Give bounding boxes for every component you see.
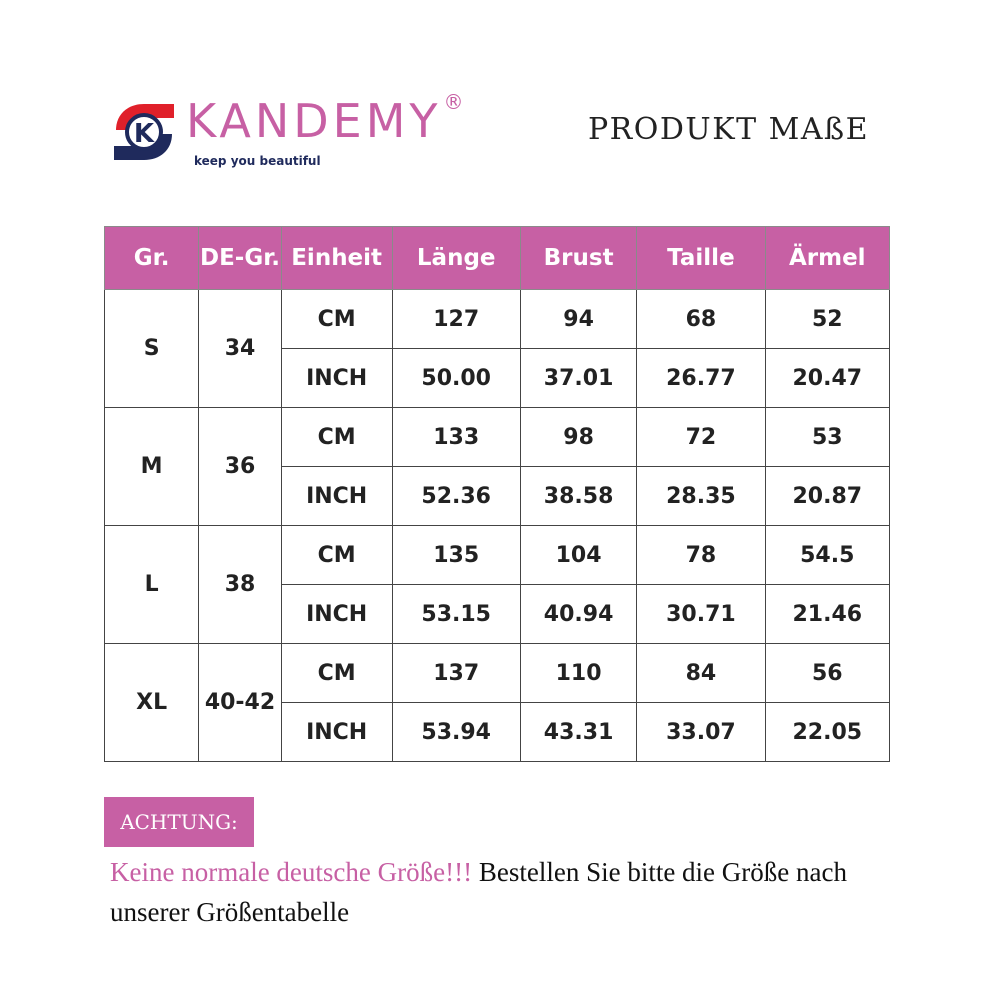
measurement-cell: 43.31 <box>520 703 636 762</box>
size-cell: S <box>105 290 199 408</box>
notice-label: ACHTUNG: <box>104 797 254 847</box>
size-chart-table <box>104 226 890 762</box>
measurement-cell: 53.15 <box>392 585 520 644</box>
header-cell: DE-Gr. <box>199 227 282 290</box>
header-cell: Länge <box>392 227 520 290</box>
table-row <box>105 644 890 703</box>
table-header-row <box>105 227 890 290</box>
measurement-cell: 52.36 <box>392 467 520 526</box>
notice-text <box>110 852 930 932</box>
table-body <box>105 290 890 762</box>
measurement-cell: 38.58 <box>520 467 636 526</box>
measurement-cell: 84 <box>637 644 765 703</box>
unit-cell: CM <box>281 644 392 703</box>
measurement-cell: 22.05 <box>765 703 889 762</box>
de-size-cell: 38 <box>199 526 282 644</box>
brand-name-text: KANDEMY <box>186 94 442 148</box>
unit-cell: INCH <box>281 349 392 408</box>
unit-cell: CM <box>281 526 392 585</box>
unit-cell: INCH <box>281 585 392 644</box>
measurement-cell: 28.35 <box>637 467 765 526</box>
size-cell: XL <box>105 644 199 762</box>
measurement-cell: 37.01 <box>520 349 636 408</box>
de-size-cell: 40-42 <box>199 644 282 762</box>
measurement-cell: 53.94 <box>392 703 520 762</box>
notice-body: Bestellen Sie bitte die Größe nach unserer Größentabelle <box>110 857 847 927</box>
size-cell: M <box>105 408 199 526</box>
measurement-cell: 133 <box>392 408 520 467</box>
measurement-cell: 127 <box>392 290 520 349</box>
measurement-cell: 52 <box>765 290 889 349</box>
de-size-cell: 34 <box>199 290 282 408</box>
measurement-cell: 78 <box>637 526 765 585</box>
measurement-cell: 33.07 <box>637 703 765 762</box>
table-row <box>105 526 890 585</box>
measurement-cell: 50.00 <box>392 349 520 408</box>
measurement-cell: 40.94 <box>520 585 636 644</box>
de-size-cell: 36 <box>199 408 282 526</box>
header-cell: Brust <box>520 227 636 290</box>
measurement-cell: 30.71 <box>637 585 765 644</box>
logo-letter: K <box>133 119 155 149</box>
measurement-cell: 98 <box>520 408 636 467</box>
registered-mark: ® <box>443 90 464 114</box>
unit-cell: CM <box>281 408 392 467</box>
measurement-cell: 21.46 <box>765 585 889 644</box>
brand-tagline: keep you beautiful <box>194 154 321 168</box>
unit-cell: CM <box>281 290 392 349</box>
measurement-cell: 104 <box>520 526 636 585</box>
measurement-cell: 72 <box>637 408 765 467</box>
header-cell: Taille <box>637 227 765 290</box>
page-title: PRODUKT MAßE <box>588 112 869 147</box>
measurement-cell: 20.47 <box>765 349 889 408</box>
table-row <box>105 408 890 467</box>
measurement-cell: 53 <box>765 408 889 467</box>
measurement-cell: 137 <box>392 644 520 703</box>
notice-highlight: Keine normale deutsche Größe!!! <box>110 857 473 887</box>
measurement-cell: 110 <box>520 644 636 703</box>
measurement-cell: 135 <box>392 526 520 585</box>
measurement-cell: 68 <box>637 290 765 349</box>
kandemy-logo-icon <box>108 100 180 164</box>
table-row <box>105 290 890 349</box>
size-cell: L <box>105 526 199 644</box>
measurement-cell: 54.5 <box>765 526 889 585</box>
header-cell: Einheit <box>281 227 392 290</box>
header-cell: Gr. <box>105 227 199 290</box>
unit-cell: INCH <box>281 703 392 762</box>
measurement-cell: 56 <box>765 644 889 703</box>
measurement-cell: 26.77 <box>637 349 765 408</box>
measurement-cell: 20.87 <box>765 467 889 526</box>
brand-name <box>186 90 464 148</box>
measurement-cell: 94 <box>520 290 636 349</box>
header-cell: Ärmel <box>765 227 889 290</box>
unit-cell: INCH <box>281 467 392 526</box>
